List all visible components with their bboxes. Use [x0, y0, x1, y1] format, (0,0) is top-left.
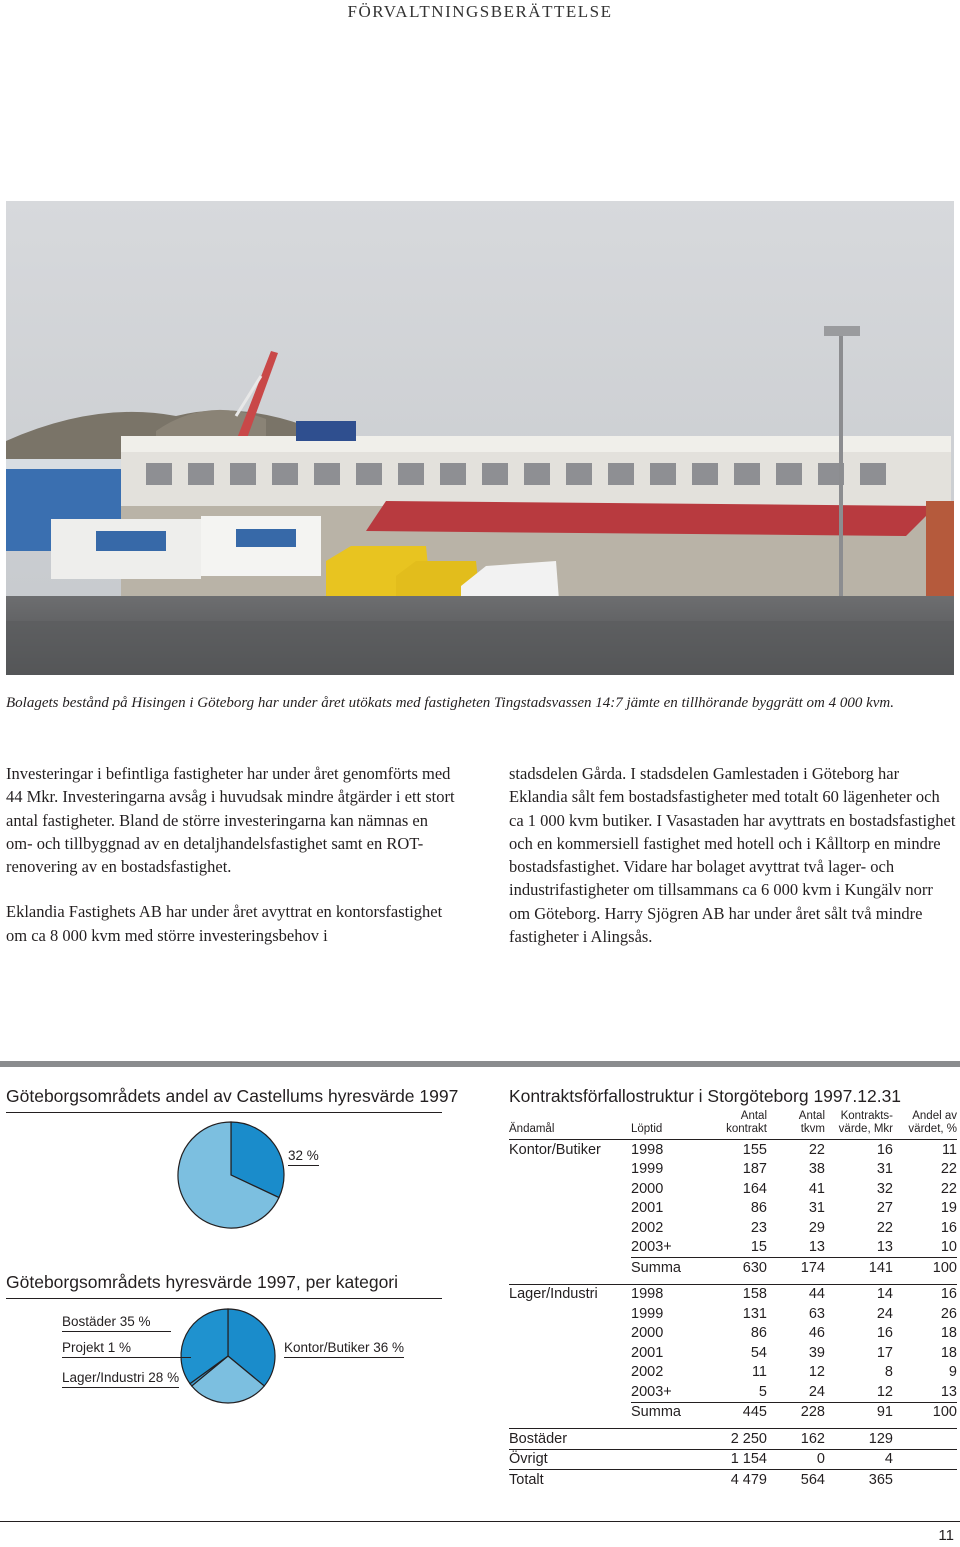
table-row — [509, 1218, 957, 1238]
value-cell: 16 — [940, 1219, 957, 1236]
value-cell: 187 — [742, 1161, 767, 1178]
purpose-cell — [509, 1218, 631, 1238]
value-cell: 564 — [767, 1470, 825, 1490]
value-cell: 12 — [876, 1383, 893, 1400]
value-cell: 0 — [767, 1449, 825, 1470]
value-cell: 14 — [825, 1284, 893, 1304]
table-row — [509, 1238, 957, 1258]
value-cell: 158 — [701, 1284, 767, 1304]
term-cell: 2000 — [631, 1180, 664, 1197]
col-header-share: Andel av värdet, % — [893, 1110, 957, 1140]
pie2-chart — [178, 1306, 278, 1406]
value-cell — [893, 1470, 957, 1490]
table-row — [509, 1363, 957, 1383]
purpose-cell — [509, 1402, 631, 1422]
value-cell: 155 — [742, 1141, 767, 1158]
purpose-cell — [509, 1343, 631, 1363]
pie2-label-kontor-text: Kontor/Butiker 36 % — [284, 1340, 404, 1358]
pie2-label-projekt — [62, 1340, 191, 1355]
value-cell: 13 — [940, 1383, 957, 1400]
value-cell: 13 — [808, 1239, 825, 1256]
term-cell: 2002 — [631, 1364, 664, 1381]
value-cell: 228 — [767, 1402, 825, 1422]
col-header-area: Antal tkvm — [767, 1110, 825, 1140]
value-cell: 46 — [808, 1325, 825, 1342]
term-cell: 1998 — [631, 1284, 701, 1304]
value-cell: 86 — [750, 1200, 767, 1217]
value-cell: 9 — [948, 1364, 957, 1381]
pie2-title-rule — [6, 1298, 442, 1299]
table-row — [509, 1304, 957, 1324]
value-cell: 365 — [825, 1470, 893, 1490]
value-cell: 17 — [876, 1344, 893, 1361]
pie1-title-rule — [6, 1112, 442, 1113]
table-title: Kontraktsförfallostruktur i Storgöteborg 1997.12.31 — [509, 1086, 902, 1106]
term-cell: 2002 — [631, 1219, 664, 1236]
value-cell: 22 — [940, 1161, 957, 1178]
body-paragraph: Eklandia Fastighets AB har under året avyttrat en kontorsfastighet om ca 8 000 kvm med större investeringsbehov i — [6, 902, 443, 945]
running-header: FÖRVALTNINGSBERÄTTELSE — [347, 2, 613, 21]
footer-rule — [0, 1521, 960, 1522]
pie2-label-projekt-text: Projekt 1 % — [62, 1340, 191, 1358]
value-cell: 22 — [808, 1141, 825, 1158]
table-row — [509, 1470, 957, 1490]
table-sum-row — [509, 1402, 957, 1422]
term-cell: Summa — [631, 1402, 701, 1422]
body-paragraph: stadsdelen Gårda. I stadsdelen Gamlestaden i Göteborg har Eklandia sålt fem bostadsfastigheter med totalt 60 lägenheter och ca 1 000 kvm butiker. I Vasastaden har avyttrats en bostadsfastighet och en kommersiell fastighet med hotell och i Kålltorp en mindre bostadsfastighet. Vidare har bolaget avyttrat två lager- och industrifastigheter om tillsammans ca 6 000 kvm i Kungälv norr om Göteborg. Harry Sjögren AB har under året sålt två mindre fastigheter i Alingsås. — [509, 764, 956, 947]
purpose-cell — [509, 1258, 631, 1278]
contract-table — [509, 1110, 957, 1490]
value-cell: 32 — [876, 1180, 893, 1197]
pie2-label-kontor — [284, 1340, 404, 1355]
col-header-term: Löptid — [631, 1110, 701, 1140]
value-cell: 18 — [940, 1344, 957, 1361]
term-cell — [631, 1449, 701, 1470]
value-cell: 24 — [808, 1383, 825, 1400]
value-cell: 41 — [808, 1180, 825, 1197]
purpose-cell: Bostäder — [509, 1429, 631, 1450]
value-cell: 22 — [940, 1180, 957, 1197]
value-cell: 12 — [808, 1364, 825, 1381]
table-row — [509, 1324, 957, 1344]
pie2-label-lager-text: Lager/Industri 28 % — [62, 1370, 179, 1388]
building-photo-icon — [6, 201, 954, 675]
col-header-purpose: Ändamål — [509, 1110, 631, 1140]
value-cell: 31 — [876, 1161, 893, 1178]
purpose-cell: Totalt — [509, 1470, 631, 1490]
value-cell: 8 — [884, 1364, 893, 1381]
value-cell: 4 479 — [701, 1470, 767, 1490]
purpose-cell — [509, 1304, 631, 1324]
purpose-cell — [509, 1363, 631, 1383]
value-cell: 44 — [767, 1284, 825, 1304]
pie2-label-lager — [62, 1370, 179, 1385]
purpose-cell — [509, 1382, 631, 1402]
pie1-slice-label-text: 32 % — [288, 1148, 319, 1166]
value-cell: 100 — [893, 1402, 957, 1422]
value-cell: 86 — [750, 1325, 767, 1342]
value-cell: 31 — [808, 1200, 825, 1217]
value-cell: 16 — [893, 1284, 957, 1304]
table-row — [509, 1284, 957, 1304]
purpose-cell: Övrigt — [509, 1449, 631, 1470]
term-cell — [631, 1470, 701, 1490]
value-cell: 5 — [758, 1383, 767, 1400]
pie2-label-bostader-text: Bostäder 35 % — [62, 1314, 171, 1332]
value-cell: 54 — [750, 1344, 767, 1361]
table-sum-row — [509, 1258, 957, 1278]
value-cell: 141 — [825, 1258, 893, 1278]
value-cell: 4 — [825, 1449, 893, 1470]
value-cell: 16 — [876, 1325, 893, 1342]
purpose-cell — [509, 1199, 631, 1219]
value-cell: 162 — [767, 1429, 825, 1450]
value-cell: 630 — [701, 1258, 767, 1278]
table-row — [509, 1199, 957, 1219]
purpose-cell — [509, 1179, 631, 1199]
body-paragraph: Investeringar i befintliga fastigheter har under året genomförts med 44 Mkr. Investeringarna avsåg i huvudsak mindre åtgärder i ett stort antal fastigheter. Bland de större investeringarna kan nämnas en om- och tillbyggnad av en detaljhandelsfastighet samt en ROT-renovering av en bostadsfastighet. — [6, 764, 455, 877]
value-cell: 16 — [876, 1141, 893, 1158]
value-cell: 26 — [940, 1305, 957, 1322]
value-cell: 27 — [876, 1200, 893, 1217]
value-cell: 174 — [767, 1258, 825, 1278]
value-cell: 1 154 — [701, 1449, 767, 1470]
value-cell: 63 — [808, 1305, 825, 1322]
value-cell: 445 — [701, 1402, 767, 1422]
table-row — [509, 1140, 957, 1160]
table-row — [509, 1429, 957, 1450]
value-cell: 39 — [808, 1344, 825, 1361]
value-cell: 19 — [940, 1200, 957, 1217]
term-cell — [631, 1429, 701, 1450]
purpose-cell — [509, 1324, 631, 1344]
table-row — [509, 1343, 957, 1363]
term-cell: 1999 — [631, 1161, 664, 1178]
pie2-label-bostader — [62, 1314, 171, 1329]
value-cell: 23 — [750, 1219, 767, 1236]
term-cell: Summa — [631, 1258, 701, 1278]
value-cell: 91 — [825, 1402, 893, 1422]
pie2-title: Göteborgsområdets hyresvärde 1997, per kategori — [6, 1272, 399, 1292]
value-cell — [893, 1429, 957, 1450]
value-cell: 15 — [750, 1239, 767, 1256]
section-divider — [0, 1061, 960, 1067]
value-cell: 11 — [941, 1141, 957, 1158]
term-cell: 2001 — [631, 1344, 664, 1361]
table-row — [509, 1382, 957, 1402]
value-cell: 2 250 — [701, 1429, 767, 1450]
page-number: 11 — [938, 1527, 954, 1544]
term-cell: 2001 — [631, 1200, 664, 1217]
pie1-chart — [176, 1120, 286, 1230]
value-cell: 29 — [808, 1219, 825, 1236]
col-header-value: Kontrakts- värde, Mkr — [825, 1110, 893, 1140]
term-cell: 1999 — [631, 1305, 664, 1322]
term-cell: 2000 — [631, 1325, 664, 1342]
body-column-right — [509, 762, 956, 970]
body-column-left — [6, 762, 458, 969]
photo-caption: Bolagets bestånd på Hisingen i Göteborg har under året utökats med fastigheten Tingstadsvassen 14:7 jämte en tillhörande byggrätt om 4 000 kvm. — [6, 695, 894, 711]
pie1-slice-label — [288, 1148, 319, 1163]
table-row — [509, 1449, 957, 1470]
value-cell: 22 — [876, 1219, 893, 1236]
value-cell: 100 — [893, 1258, 957, 1278]
value-cell: 24 — [876, 1305, 893, 1322]
table-row — [509, 1160, 957, 1180]
purpose-cell — [509, 1160, 631, 1180]
value-cell: 129 — [825, 1429, 893, 1450]
value-cell: 10 — [940, 1239, 957, 1256]
term-cell: 2003+ — [631, 1239, 672, 1256]
value-cell: 13 — [876, 1239, 893, 1256]
col-header-contracts: Antal kontrakt — [701, 1110, 767, 1140]
building-photo — [6, 201, 954, 675]
table-header-row — [509, 1110, 957, 1140]
value-cell: 131 — [742, 1305, 767, 1322]
pie1-title: Göteborgsområdets andel av Castellums hyresvärde 1997 — [6, 1086, 459, 1106]
value-cell: 164 — [742, 1180, 767, 1197]
purpose-cell: Lager/Industri — [509, 1284, 631, 1304]
value-cell: 18 — [940, 1325, 957, 1342]
purpose-cell: Kontor/Butiker — [509, 1141, 601, 1158]
table-row — [509, 1179, 957, 1199]
purpose-cell — [509, 1238, 631, 1258]
term-cell: 2003+ — [631, 1383, 672, 1400]
term-cell: 1998 — [631, 1141, 664, 1158]
value-cell: 38 — [808, 1161, 825, 1178]
value-cell: 11 — [751, 1364, 767, 1381]
value-cell — [893, 1449, 957, 1470]
